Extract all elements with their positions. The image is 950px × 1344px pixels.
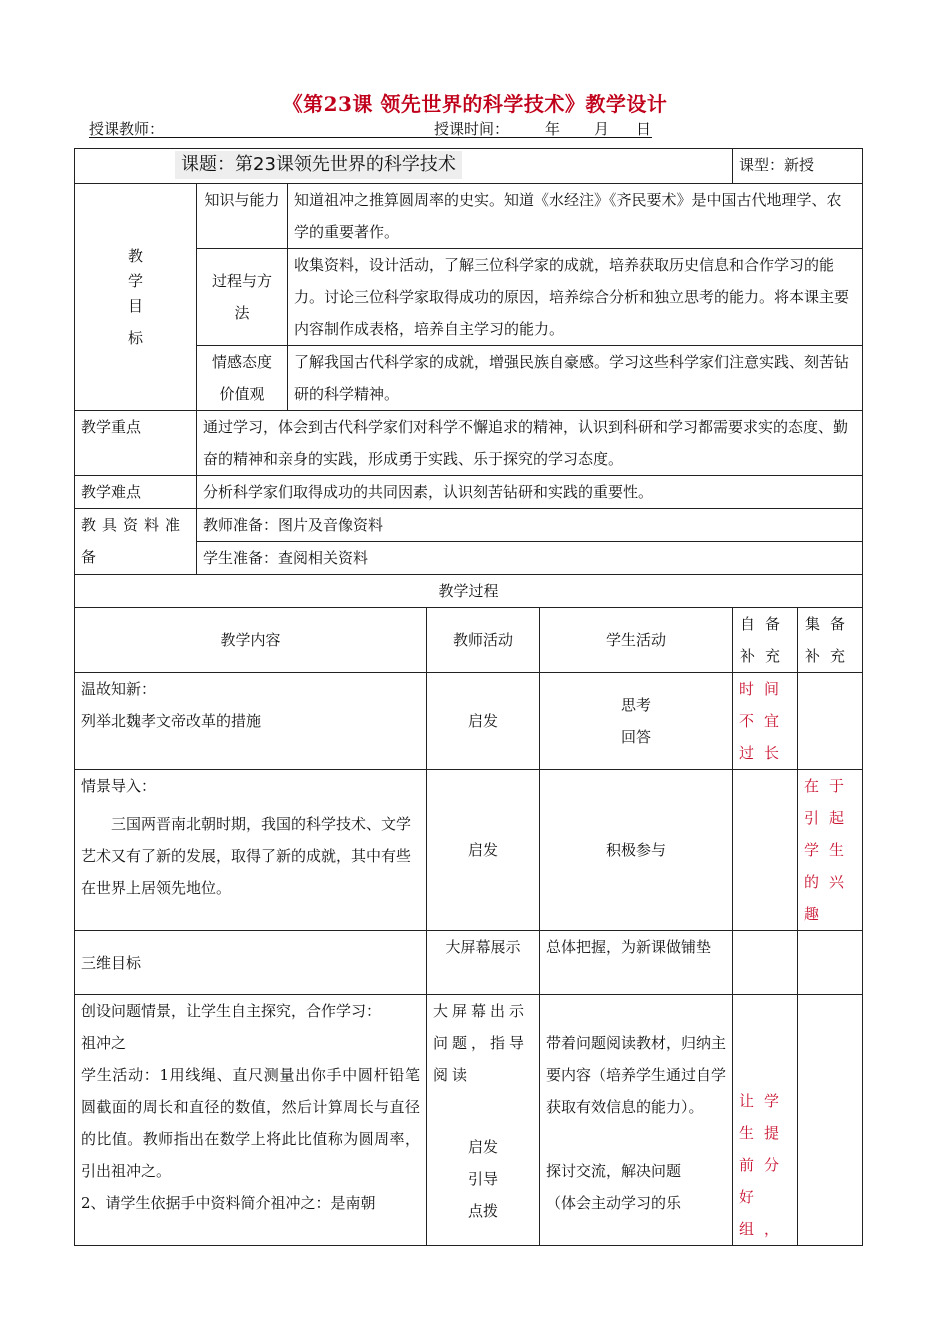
objective-label: 过程与方法 <box>197 249 288 346</box>
inquiry-content <box>75 995 427 1246</box>
objective-label: 情感态度价值观 <box>197 346 288 411</box>
inquiry-self <box>733 995 798 1246</box>
review-student-1: 思考 <box>620 696 651 714</box>
goals-self <box>733 931 798 995</box>
header-self: 自备补充 <box>733 608 798 673</box>
inquiry-group <box>798 995 863 1246</box>
process-title: 教学过程 <box>75 575 863 608</box>
intro-title: 情景导入： <box>81 777 157 795</box>
difficulty-content: 分析科学家们取得成功的共同因素，认识刻苦钻研和实践的重要性。 <box>197 476 863 509</box>
objective-label: 知识与能力 <box>197 184 288 249</box>
inquiry-teacher-4: 点拨 <box>467 1202 498 1220</box>
teacher-materials: 教师准备：图片及音像资料 <box>197 509 863 542</box>
header-underline <box>89 137 652 138</box>
review-student-2: 回答 <box>620 728 651 746</box>
objectives-label <box>75 184 197 411</box>
teacher-label: 授课教师： <box>89 120 165 138</box>
time-label: 授课时间： <box>434 120 510 138</box>
document-title: 《第23课 领先世界的科学技术》教学设计 <box>282 92 668 116</box>
inquiry-student-3: （体会主动学习的乐 <box>546 1194 682 1212</box>
header-teacher: 教师活动 <box>427 608 540 673</box>
day-label: 日 <box>636 120 652 138</box>
intro-content <box>75 770 427 931</box>
objective-content: 知道祖冲之推算圆周率的史实。知道《水经注》《齐民要术》是中国古代地理学、农学的重要著作。 <box>288 184 863 249</box>
objectives-char: 教 <box>127 247 143 265</box>
goals-content: 三维目标 <box>75 931 427 995</box>
review-title: 温故知新： <box>81 680 157 698</box>
objectives-char: 学 <box>127 272 143 290</box>
inquiry-student-2: 探讨交流，解决问题 <box>546 1162 682 1180</box>
intro-student: 积极参与 <box>540 770 733 931</box>
objective-content: 了解我国古代科学家的成就，增强民族自豪感。学习这些科学家们注意实践、刻苦钻研的科学精神。 <box>288 346 863 411</box>
review-self: 时间不宜过长 <box>733 673 798 770</box>
lesson-plan-table <box>74 148 863 1246</box>
year-label: 年 <box>545 120 561 138</box>
header-group: 集备补充 <box>798 608 863 673</box>
course-title-cell <box>75 149 733 184</box>
course-title: 课题：第23课领先世界的科学技术 <box>175 151 462 179</box>
course-type: 课型：新授 <box>733 149 863 184</box>
header-content: 教学内容 <box>75 608 427 673</box>
review-group <box>798 673 863 770</box>
inquiry-self-text: 让学生提前分好组， <box>739 1092 790 1238</box>
student-materials: 学生准备：查阅相关资料 <box>197 542 863 575</box>
inquiry-teacher-2: 启发 <box>467 1138 498 1156</box>
materials-label: 教具资料准备 <box>75 509 197 575</box>
objective-content: 收集资料，设计活动，了解三位科学家的成就，培养获取历史信息和合作学习的能力。讨论三位科学家取得成功的原因，培养综合分析和独立思考的能力。将本课主要内容制作成表格，培养自主学习的能力。 <box>288 249 863 346</box>
inquiry-teacher-1: 大屏幕出示问题，指导阅读 <box>433 1002 529 1084</box>
month-label: 月 <box>594 120 610 138</box>
goals-teacher: 大屏幕展示 <box>427 931 540 995</box>
review-content <box>75 673 427 770</box>
difficulty-label: 教学难点 <box>75 476 197 509</box>
inquiry-activity-2: 2、请学生依据手中资料简介祖冲之：是南朝 <box>81 1194 376 1212</box>
inquiry-teacher <box>427 995 540 1246</box>
review-body: 列举北魏孝文帝改革的措施 <box>81 712 262 730</box>
objectives-char: 标 <box>127 329 143 347</box>
inquiry-intro: 创设问题情景，让学生自主探究，合作学习： <box>81 1002 382 1020</box>
intro-group: 在于引起学生的兴趣 <box>798 770 863 931</box>
intro-teacher: 启发 <box>427 770 540 931</box>
objectives-char: 目 <box>127 297 143 315</box>
key-point-label: 教学重点 <box>75 411 197 476</box>
inquiry-name: 祖冲之 <box>81 1034 127 1052</box>
inquiry-teacher-3: 引导 <box>467 1170 498 1188</box>
goals-group <box>798 931 863 995</box>
inquiry-activity-1: 学生活动：1用线绳、直尺测量出你手中圆杆铅笔圆截面的周长和直径的数值，然后计算周长与直径的比值。教师指出在数学上将此比值称为圆周率，引出祖冲之。 <box>81 1066 420 1180</box>
inquiry-student-1: 带着问题阅读教材，归纳主要内容（培养学生通过自学获取有效信息的能力）。 <box>546 1034 727 1116</box>
intro-self <box>733 770 798 931</box>
review-teacher: 启发 <box>427 673 540 770</box>
goals-student: 总体把握，为新课做铺垫 <box>540 931 733 995</box>
key-point-content: 通过学习，体会到古代科学家们对科学不懈追求的精神，认识到科研和学习都需要求实的态度、勤奋的精神和亲身的实践，形成勇于实践、乐于探究的学习态度。 <box>197 411 863 476</box>
intro-body: 三国两晋南北朝时期，我国的科学技术、文学艺术又有了新的发展，取得了新的成就，其中有些在世界上居领先地位。 <box>81 815 412 897</box>
review-student <box>540 673 733 770</box>
inquiry-student <box>540 995 733 1246</box>
header-student: 学生活动 <box>540 608 733 673</box>
